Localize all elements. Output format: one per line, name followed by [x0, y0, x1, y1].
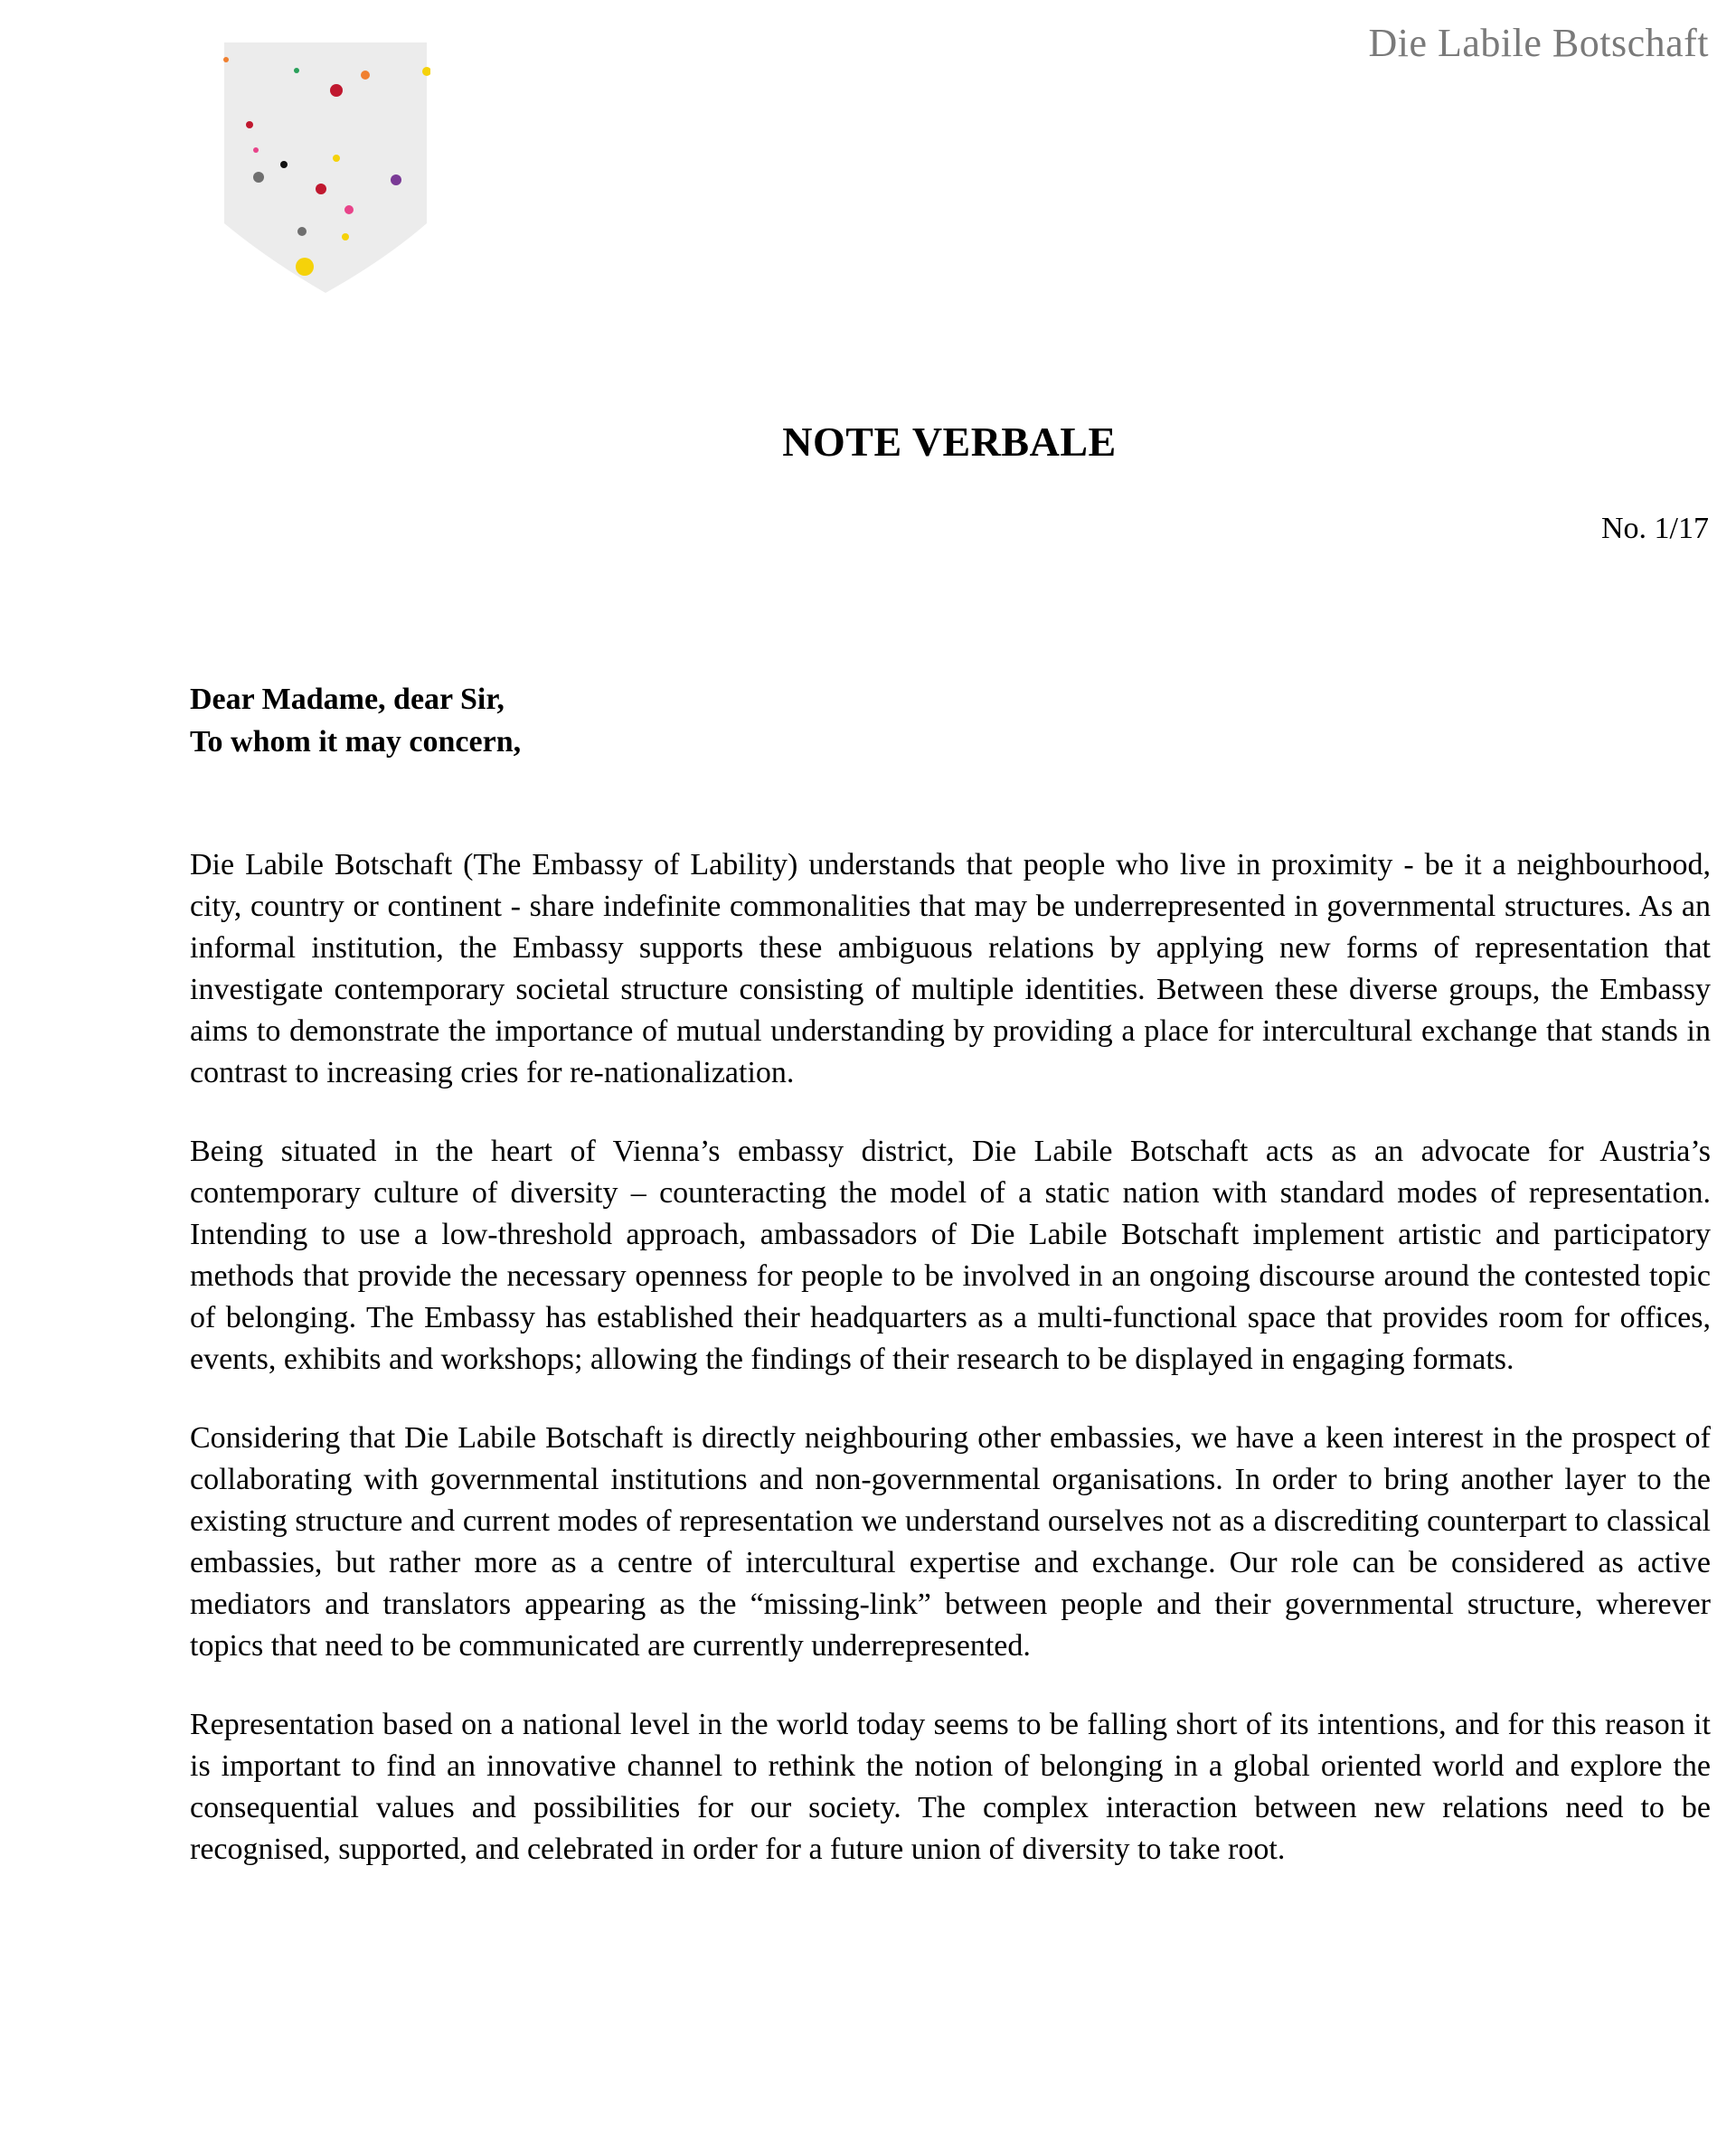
crest-dot	[344, 205, 354, 214]
crest-dot	[246, 121, 253, 128]
body-paragraph: Representation based on a national level in the world today seems to be falling short of its intentions, and for this reason it is important to find an innovative channel to rethink the notion of belonging in a global oriented world and explore the consequential values and possibilities for our society. The complex interaction between new relations need to be recognised, supported, and celebrated in order for a future union of diversity to take root.	[190, 1708, 1711, 1866]
salutation	[190, 678, 521, 763]
organization-name: Die Labile Botschaft	[1368, 21, 1709, 65]
crest-dot	[316, 184, 326, 194]
letter-body	[190, 844, 1711, 1908]
shield-shape	[224, 42, 427, 293]
crest-dot	[333, 155, 340, 162]
salutation-line: To whom it may concern,	[190, 725, 522, 759]
crest-dot	[280, 161, 288, 168]
body-paragraph: Being situated in the heart of Vienna’s embassy district, Die Labile Botschaft acts as an advocate for Austria’s contemporary culture of diversity – counteracting the model of a static nation with standard modes of representation. Intending to use a low-threshold approach, ambassadors of Die Labile Botschaft implement artistic and participatory methods that provide the necessary openness for people to be involved in an ongoing discourse around the contested topic of belonging. The Embassy has established their headquarters as a multi-functional space that provides room for offices, events, exhibits and workshops; allowing the findings of their research to be displayed in engaging formats.	[190, 1135, 1711, 1376]
body-paragraph: Considering that Die Labile Botschaft is directly neighbouring other embassies, we have a keen interest in the prospect of collaborating with governmental institutions and non-governmental organisations. In order to bring another layer to the existing structure and current modes of representation we understand ourselves not as a discrediting counterpart to classical embassies, but rather more as a centre of intercultural expertise and exchange. Our role can be considered as active mediators and translators appearing as the “missing-link” between people and their governmental structure, wherever topics that need to be communicated are currently underrepresented.	[190, 1421, 1711, 1663]
crest-dot	[391, 174, 401, 185]
crest-dot	[342, 233, 349, 240]
crest-dot	[297, 227, 307, 236]
crest-dot	[296, 258, 314, 276]
crest-dot	[253, 147, 259, 153]
crest-dot	[361, 71, 370, 80]
body-paragraph: Die Labile Botschaft (The Embassy of Lability) understands that people who live in proximity - be it a neighbourhood, city, country or continent - share indefinite commonalities that may be underrepresented in governmental structures. As an informal institution, the Embassy supports these ambiguous relations by applying new forms of representation that investigate contemporary societal structure consisting of multiple identities. Between these diverse groups, the Embassy aims to demonstrate the importance of mutual understanding by providing a place for intercultural exchange that stands in contrast to increasing cries for re-nationalization.	[190, 848, 1711, 1089]
note-number: No. 1/17	[1601, 512, 1709, 545]
crest-dot	[330, 84, 343, 97]
crest-dot	[223, 57, 229, 62]
shield-crest-icon	[222, 38, 430, 297]
crest-dot	[253, 172, 264, 183]
salutation-line: Dear Madame, dear Sir,	[190, 683, 505, 716]
document-title: NOTE VERBALE	[782, 419, 1117, 465]
crest-dot	[294, 68, 299, 73]
